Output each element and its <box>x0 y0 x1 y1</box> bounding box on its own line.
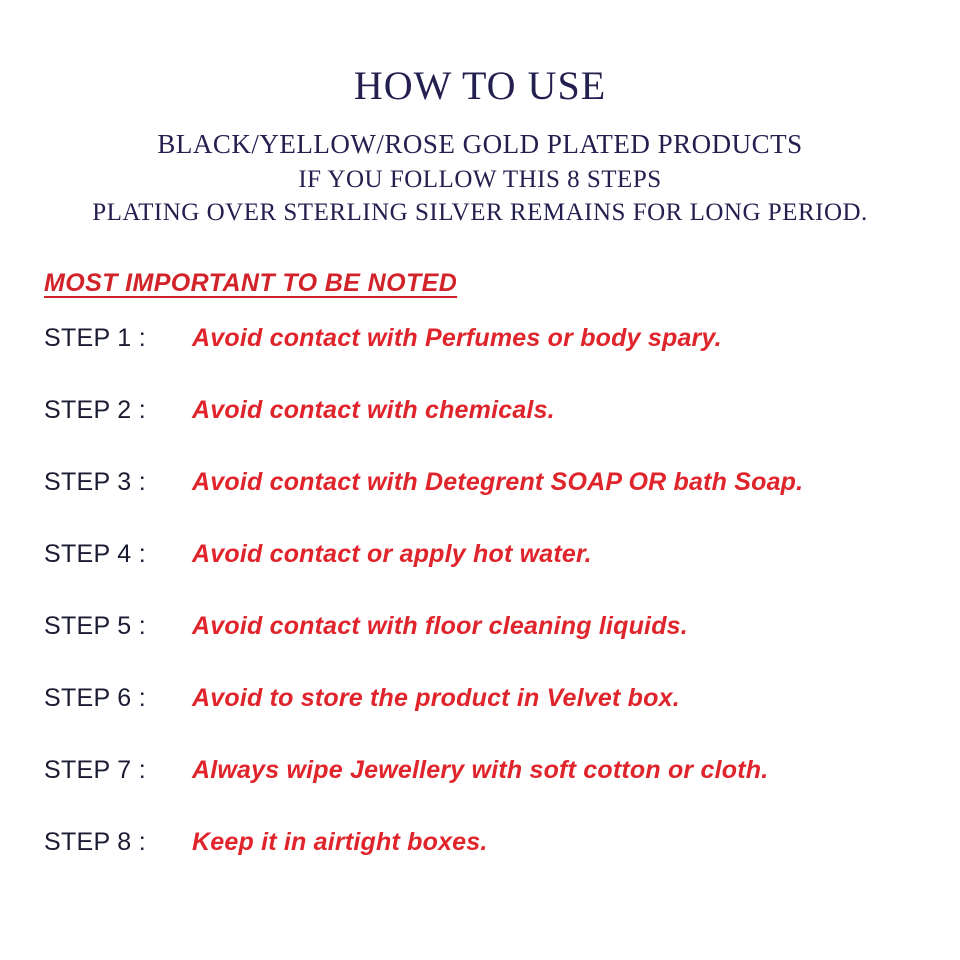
list-item <box>44 540 960 612</box>
step-text: Keep it in airtight boxes. <box>192 827 488 856</box>
steps-list <box>0 324 960 900</box>
subtitle-line-3: PLATING OVER STERLING SILVER REMAINS FOR LONG PERIOD. <box>92 198 868 226</box>
step-text: Avoid to store the product in Velvet box. <box>192 683 680 712</box>
step-label: STEP 2 : <box>44 395 146 424</box>
step-label: STEP 7 : <box>44 755 146 784</box>
notice-heading: MOST IMPORTANT TO BE NOTED <box>44 268 458 297</box>
step-text: Avoid contact with floor cleaning liquids. <box>192 611 688 640</box>
step-text: Avoid contact or apply hot water. <box>192 539 592 568</box>
list-item <box>44 612 960 684</box>
subtitle-block <box>0 127 960 229</box>
subtitle-line-2: IF YOU FOLLOW THIS 8 STEPS <box>298 165 662 193</box>
subtitle-line-1: BLACK/YELLOW/ROSE GOLD PLATED PRODUCTS <box>157 129 803 159</box>
list-item <box>44 828 960 900</box>
list-item <box>44 684 960 756</box>
step-label: STEP 5 : <box>44 611 146 640</box>
step-text: Avoid contact with Perfumes or body spary. <box>192 323 722 352</box>
step-text: Avoid contact with Detegrent SOAP OR bath Soap. <box>192 467 804 496</box>
step-label: STEP 3 : <box>44 467 146 496</box>
page-title: HOW TO USE <box>353 63 607 108</box>
step-label: STEP 8 : <box>44 827 146 856</box>
step-label: STEP 4 : <box>44 539 146 568</box>
step-label: STEP 1 : <box>44 323 146 352</box>
step-text: Avoid contact with chemicals. <box>192 395 555 424</box>
step-text: Always wipe Jewellery with soft cotton or cloth. <box>192 755 769 784</box>
notice-heading-wrap <box>0 229 960 298</box>
list-item <box>44 396 960 468</box>
list-item <box>44 756 960 828</box>
step-label: STEP 6 : <box>44 683 146 712</box>
list-item <box>44 324 960 396</box>
list-item <box>44 468 960 540</box>
